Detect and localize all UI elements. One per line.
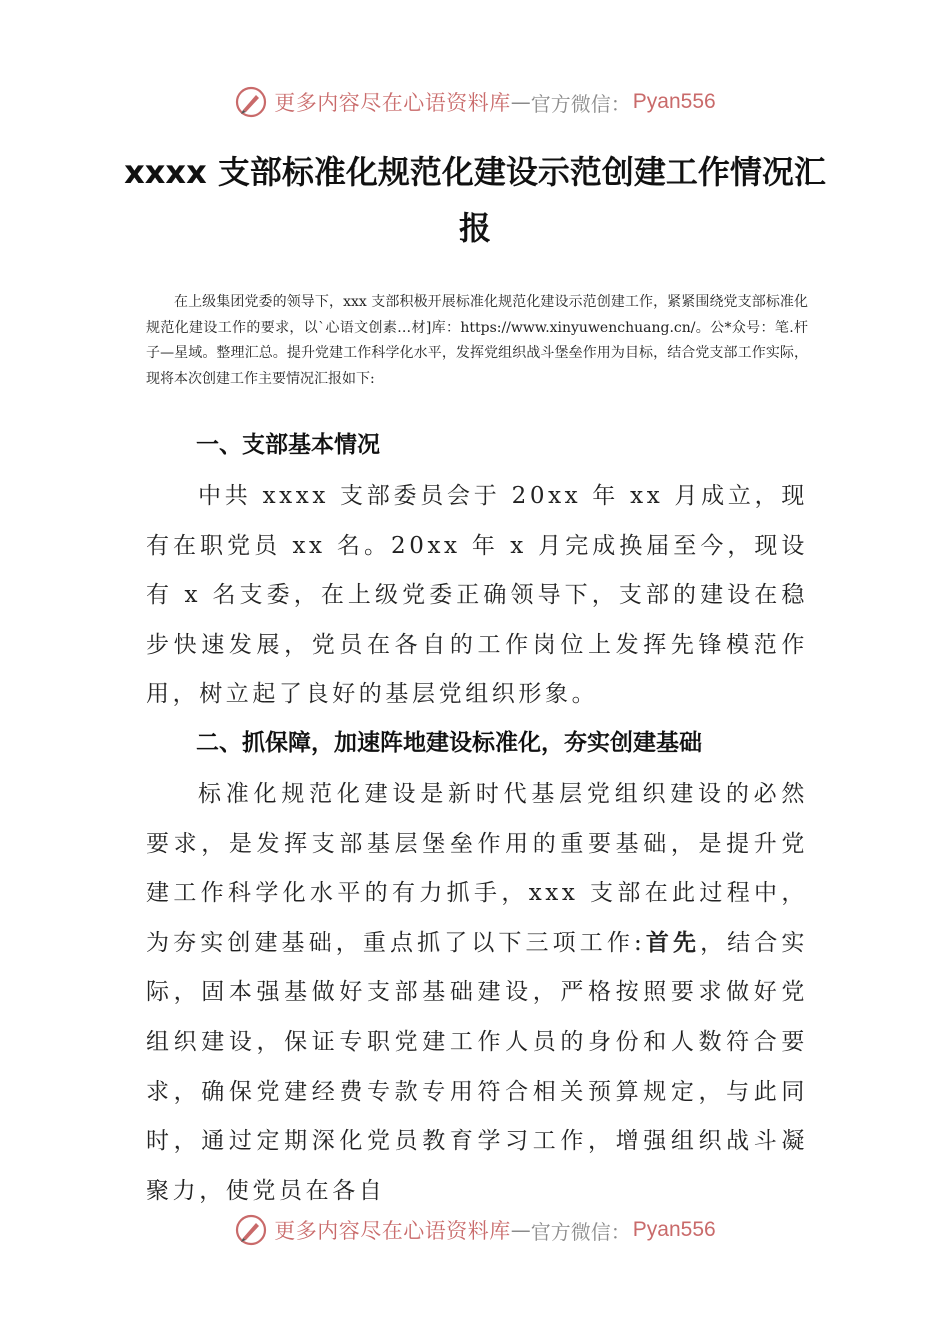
watermark-banner-top xyxy=(0,82,950,122)
body-text-before: 标准化规范化建设是新时代基层党组织建设的必然要求，是发挥支部基层堡垒作用的重要基础，是提升党建工作科学化水平的有力抓手，xxx 支部在此过程中，为夯实创建基础，重点抓了以下三项工作: xyxy=(146,781,808,956)
section-heading-basic-info: 一、支部基本情况 xyxy=(196,432,380,458)
watermark-wechat-label: 官方微信： xyxy=(530,91,631,116)
section-body-basic-info: 中共 xxxx 支部委员会于 20xx 年 xx 月成立，现有在职党员 xx 名。20xx 年 x 月完成换届至今，现设有 x 名支委，在上级党委正确领导下，支部的建设在稳步快速发展，党员在各自的工作岗位上发挥先锋模范作用，树立起了良好的基层党组织形象。 xyxy=(146,483,808,708)
section-heading-guarantee: 二、抓保障，加速阵地建设标准化，夯实创建基础 xyxy=(196,730,702,756)
pen-logo-icon xyxy=(234,1213,268,1247)
body-text-bold: 首先 xyxy=(645,929,701,956)
watermark-wechat-id: Pyan556 xyxy=(632,90,716,113)
watermark-wechat-label: 官方微信： xyxy=(530,1219,631,1244)
section-body-guarantee xyxy=(146,770,808,1216)
watermark-wechat-id: Pyan556 xyxy=(632,1218,716,1241)
document-title: xxxx 支部标准化规范化建设示范创建工作情况汇报 xyxy=(124,153,826,247)
watermark-separator: — xyxy=(510,1218,531,1242)
watermark-text: 更多内容尽在心语资料库 xyxy=(274,91,511,115)
watermark-banner-bottom xyxy=(0,1210,950,1250)
watermark-text: 更多内容尽在心语资料库 xyxy=(274,1219,511,1243)
watermark-separator: — xyxy=(510,90,531,114)
pen-logo-icon xyxy=(234,85,268,119)
body-text-after: ，结合实际，固本强基做好支部基础建设，严格按照要求做好党组织建设，保证专职党建工作人员的身份和人数符合要求，确保党建经费专款专用符合相关预算规定，与此同时，通过定期深化党员教育学习工作，增强组织战斗凝聚力，使党员在各自 xyxy=(146,929,808,1204)
intro-paragraph: 在上级集团党委的领导下，xxx 支部积极开展标准化规范化建设示范创建工作，紧紧围绕党支部标准化规范化建设工作的要求，以`心语文创素…材]库：https://www.xinyuwenchuang.cn/。公*众号：笔.杆子—星域。整理汇总。提升党建工作科学化水平，发挥党组织战斗堡垒作用为目标，结合党支部工作实际，现将本次创建工作主要情况汇报如下: xyxy=(146,294,808,387)
